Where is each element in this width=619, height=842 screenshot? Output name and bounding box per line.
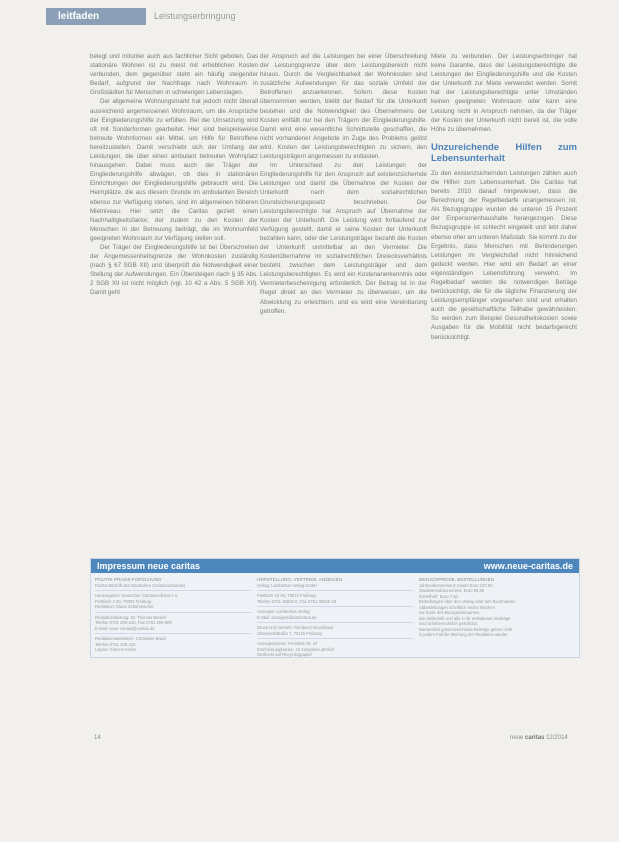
impressum-line: Gedruckt auf Recyclingpapier (257, 652, 312, 657)
page-header (46, 5, 236, 27)
page-number: 14 (94, 735, 101, 741)
paragraph: Im Unterschied zu den Leistungen der Eingliederungshilfe für den Anspruch auf existenzsichernde Leistungen und damit die Übernahme der Kosten der Unterkunft nach dem sozialrechtlichen Grundsicherungsgesetz beschrieben. Der Leistungsberechtigte hat Anspruch auf Übernahme der Kosten der Unterkunft. Die Leistung wird fortlaufend zur Verfügung gestellt, damit er seine Kosten der Unterkunft bezahlen kann, oder der Leistungsträger bezahlt die Kosten der Unterkunft unmittelbar an den Vermieter. Die Kostenübernahme im sozialrechtlichen Dreiecksverhältnis besteht zwischen dem Leistungsträger und dem Leistungsberechtigten. Es wird ein Kostenanerkenntnis oder Vermieterbescheinigung erforderlich. Der Betrag ist in der Regel direkt an den Vermieter zu überweisen, um die Abwicklung zu erleichtern, und es wird eine Vereinbarung getroffen. (260, 162, 427, 315)
impressum-line: Postfach 10 26, 79010 Freiburg (257, 593, 316, 598)
impressum-line: in jedem Fall die Meinung der Redaktion wieder. (419, 632, 509, 637)
impressum-line: E-Mail: anzeigen@lambertus.de (257, 615, 413, 624)
impressum-line: Die Zeitschrift und alle in ihr enthaltenen Beiträge (419, 615, 511, 621)
impressum-line: Verlag: Lambertus Verlag GmbH (257, 583, 413, 592)
impressum-line: Einzelheft: Euro 7,50 (419, 593, 458, 599)
impressum-bar (91, 559, 579, 573)
text-column-3 (431, 52, 577, 342)
paragraph: belegt und mitunter auch aus fachlicher Sicht geboten. Das stationäre Wohnen ist zu meist mit erheblichen Kosten verbunden, dem gegenüber steht ein häufig steigender Bedarf, aufgrund der Nachfrage nach Wohnraum in Großstädten für Menschen in schwierigen Lebenslagen. (90, 53, 258, 97)
section-heading: Unzureichende Hilfen zum Lebensunterhalt (431, 141, 577, 164)
impressum-box (90, 558, 580, 658)
impressum-line: vor Ende des Bezugszeitraumes (419, 610, 480, 615)
paragraph: Der Träger der Eingliederungshilfe ist bei Überschreiten der Angemessenheitsgrenze der Wohnkosten zuständig (nach § 67 SGB XII) und überprüft die Notwendigkeit einer Stellung der Aufwendungen. Ein Übersteigen nach § 35 Abs. 2 SGB XII ist nicht möglich (vgl. 10 42 a Abs. 5 SGB XII). Damit geht (90, 243, 258, 297)
impressum-url[interactable]: www.neue-caritas.de (483, 561, 573, 571)
impressum-line: Anzeigen: Lambertus Verlag (257, 609, 310, 614)
paragraph: Zu den existenzsichernden Leistungen zählen auch die Hilfen zum Lebensunterhalt. Die Caritas hat bereits 2010 darauf hingewiesen, dass die Berechnung der Regelbedarfe unangemessen ist. Als Bezugsgruppe wurden die unteren 15 Prozent der Einpersonenhaushalte herangezogen. Diese Bezugsgruppe ist schlecht eingeteilt und lebt daher ebenso eher am unteren Maßstab. Sie kommt zu der Ergebnis, dass Menschen mit Behinderungen Leistungen im Vergleichsfall nicht hinreichend gedeckt werden. Hier wird ein Bedarf an einer eigenständigen Lebensführung verwehrt. Im Regelbedarf werden die notwendigen Beträge berücksichtigt, die für die tägliche Finanzierung der Leistungsempfänger vorgesehen sind und erhalten auch die gesellschaftliche Teilhabe gewährleisten. So werden zum Beispiel Gesundheitskosten sowie Ausgaben für die Mobilität nicht bedarfsgerecht berücksichtigt. (431, 169, 577, 341)
text-column-1 (90, 52, 258, 298)
issue-number: 12/2014 (546, 735, 568, 741)
magazine-prefix: neue (510, 735, 524, 741)
impressum-line: Redaktionsassistenz: Christiane Bradt (95, 636, 166, 641)
impressum-line: Telefon 0761 36825-0, Fax 0761 36825-33 (257, 599, 413, 608)
impressum-col-1 (95, 577, 251, 658)
paragraph: Der allgemeine Wohnungsmarkt hat jedoch nicht überall ausreichend angemessenen Wohnraum, um die Ansprüche der Eingliederungshilfe zu erfüllen. Bei der Umsetzung wird oft mit Sonderformen gearbeitet. Hier sind beispielsweise betreute Wohnformen ein Mittel, um Hilfe für Betroffene bereitzustellen. Damit verschiebt sich der Umfang der Leistungen, die über einen ambulant betreuten Wohnplatz hinausgehen. Dabei muss auch der Träger der Eingliederungshilfe abwägen, ob dies in stationären Einrichtungen der Eingliederungshilfe gebraucht wird. Die Heimplätze, die aus diesem Grunde im ambulanten Bereich ebenso zur Verfügung stehen, sind im allgemeinen höheren Mietniveau. Hier setzt die Caritas gezielt einen Nachhaltigkeitsfaktor, der zudem zu den Kosten der Menschen in der Betreuung beiträgt, die im Wohnumfeld geeigneten Wohnraum zur Verfügung stellen soll. (90, 98, 258, 242)
impressum-line: E-Mail: neue-caritas@caritas.de (95, 626, 251, 635)
text-column-2 (260, 52, 427, 316)
impressum-line: Telefon 0761 200-410, Fax 0761 200-509 (95, 620, 172, 625)
impressum-head: HERSTELLUNG, VERTRIEB, ANZEIGEN (257, 577, 343, 582)
impressum-line: Postfach 4 20, 79004 Freiburg (95, 598, 152, 604)
impressum-line: Layout: Simone Kiefer (95, 647, 137, 652)
impressum-col-3 (419, 577, 575, 658)
impressum-line: Bestellungen über den Verlag oder den Buchhandel (419, 599, 515, 604)
impressum-line: sind urheberrechtlich geschützt. (419, 621, 479, 626)
impressum-line: Jahresabonnement: Inland Euro 107,80 (419, 582, 493, 588)
section-tab: leitfaden (46, 8, 146, 25)
impressum-title: Impressum neue caritas (97, 561, 201, 571)
impressum-head: BEZUGSPREISE, BESTELLUNGEN (419, 577, 495, 582)
impressum-col-2 (257, 577, 413, 658)
magazine-footer (510, 735, 568, 741)
impressum-line: Studentenabonnement: Euro 58,80 (419, 588, 485, 593)
section-subtitle: Leistungserbringung (154, 11, 236, 21)
impressum-line: Namentlich gekennzeichnete Beiträge geben nicht (419, 626, 513, 632)
impressum-line: Fachzeitschrift des Deutschen Caritasverbandes (95, 583, 251, 592)
impressum-head: POLITIK PRAXIS FORSCHUNG (95, 577, 162, 582)
paragraph: Miete zu verbunden. Der Leistungserbringer hat keine Garantie, dass der Leistungsberechtigte die Leistungen der Eingliederungshilfe und die Kosten der Unterkunft zur Miete verwendet werden. Somit hat der Leistungsberechtigte unter Umständen keinen geeigneten Wohnraum oder kann eine Leistung nicht in Anspruch nehmen, da der Träger der Kosten der Unterkunft nicht bereit ist, die volle Höhe zu übernehmen. (431, 53, 577, 133)
impressum-line: Abbestellungen schriftlich sechs Wochen (419, 604, 496, 610)
impressum-line: Unterwerkstraße 7, 79115 Freiburg (257, 631, 413, 640)
paragraph: der Anspruch auf die Leistungen bei einer Überschreitung der Leistungsgrenze über dem Leistungsbereich nicht hinaus. Durch die Vergleichbarkeit der Wohnkosten sind zusätzliche Aufwendungen für das soziale Umfeld der Betroffenen anzuerkennen. Sofern diese Kosten übernommen werden, bleibt der Bedarf für die Unterkunft bestehen und die Notwendigkeit des Übernehmens der Kosten entfällt nur bei den Trägern der Eingliederungshilfe. Damit wird eine wesentliche Schnittstelle geschaffen, die nicht vorhandener Angebote im Zuge des Problems gelöst wird. Kosten der Leistungsberechtigten zu sichern, den Leistungsträgern angemessen zu entlasten. (260, 53, 427, 161)
impressum-line: Redaktionsleitung: Dr. Thomas Becker (95, 614, 167, 620)
impressum-line: Erscheinungsweise: 22 Ausgaben jährlich (257, 646, 335, 652)
impressum-line: Redaktion: Klaus Schuhmacher (95, 604, 251, 613)
impressum-line: Telefon 0761 200-410 (95, 641, 136, 647)
impressum-line: Druck und Vertrieb: Rombach Druckhaus (257, 625, 334, 630)
impressum-line: Anzeigenpreise: Preisliste Nr. 47 (257, 641, 318, 646)
magazine-name: caritas (525, 735, 545, 741)
impressum-line: Herausgeber: Deutscher Caritasverband e.V. (95, 593, 179, 598)
